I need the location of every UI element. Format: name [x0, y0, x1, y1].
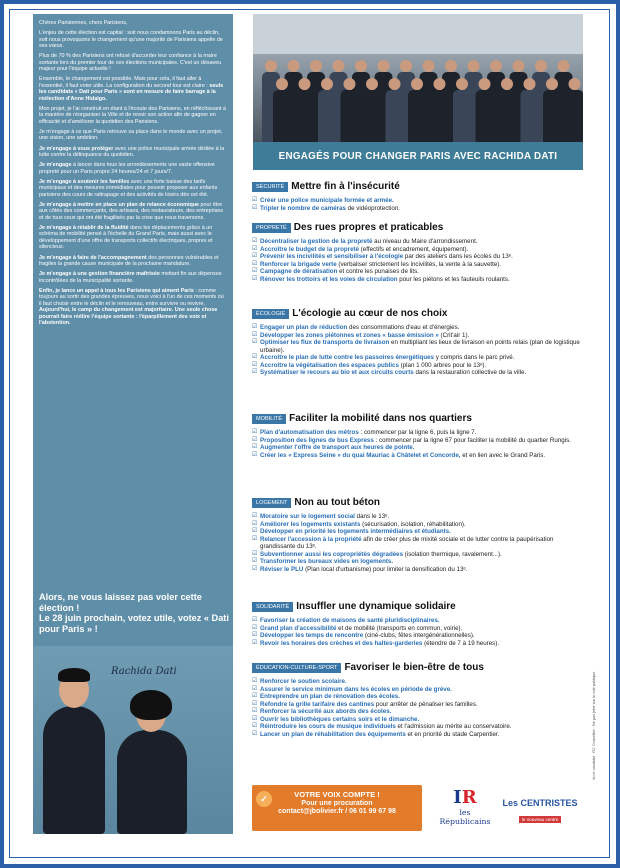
program-item [252, 686, 586, 694]
team-member-body [521, 90, 539, 142]
program-item [252, 731, 586, 739]
team-member-head [490, 60, 502, 72]
program-item-highlight: Décentraliser la gestion de la propreté [260, 238, 373, 245]
program-item-highlight: Grand plan d'accessibilité [260, 624, 337, 632]
program-item-detail: et de mobilité (transports en commun, voirie). [336, 624, 463, 632]
section-title: L'écologie au cœur de nos choix [292, 308, 448, 320]
program-item [252, 452, 586, 460]
call-line-1: Alors, ne vous laissez pas voler cette élection ! [39, 592, 202, 613]
program-item-detail: et en priorité du stade Carpentier. [405, 730, 500, 738]
section-title: Favoriser le bien-être de tous [344, 662, 484, 674]
section-tag: SÉCURITÉ [252, 182, 288, 192]
program-item-highlight: Moratoire sur le logement social [260, 513, 355, 520]
program-item-highlight: Créer les « Express Seine » du quai Mauriac à Châtelet et Concorde, [260, 451, 461, 459]
section-tag: ÉDUCATION-CULTURE-SPORT [252, 663, 341, 673]
program-item-highlight: Renforcer la brigade verte [260, 260, 337, 268]
program-item-detail: et contre les punaises de lits. [337, 268, 419, 275]
letter-text-run: : comme toujours au sortir des grandes épreuves, nous voici à l'un de ces moments où il faut choisir entre le déclin et le renouveau, entre survivre ou revivre. [39, 287, 224, 307]
program-item-highlight: Revoir les horaires des crèches et des haltes-garderies [260, 639, 423, 647]
program-item-highlight: Systématiser le recours au bio et aux circuits courts [260, 369, 414, 376]
team-member-body [341, 90, 359, 142]
letter-text-run: pour être aux côtés des commerçants, des artisans, des restaurateurs, des entreprises et de tous ceux qui ont été fragilisés par la crise que nous traversons. [39, 201, 223, 221]
program-item [252, 324, 586, 332]
program-item-detail: (verbaliser strictement les incivilités, la vente à la sauvette). [336, 260, 502, 268]
program-item-detail: dans le 13ᵉ. [354, 513, 390, 520]
section-title: Mettre fin à l'insécurité [291, 181, 400, 193]
signature: Rachida Dati [111, 666, 177, 677]
team-member-head [456, 78, 468, 90]
program-item [252, 678, 586, 686]
letter-text-run: des personnes vulnérables et fragiles la grande cause municipale de la prochaine mandature. [39, 254, 219, 268]
program-item-highlight: Augmenter l'offre de transport aux heures de pointe. [260, 444, 415, 451]
program-item-highlight: Entreprendre un plan de rénovation des écoles. [260, 693, 400, 700]
letter-text-run: L'enjeu de cette élection est capital : soit nous condamnons Paris au déclin, soit nous provoquons le changement qu'une majorité de Parisiens appelle de ses vœux. [39, 30, 223, 50]
program-item-highlight: Renforcer le soutien scolaire. [260, 678, 347, 685]
program-item [252, 625, 586, 633]
program-item-detail: et l'admission au mérite au conservatoire. [395, 723, 512, 730]
centristes-name: Les CENTRISTES [502, 798, 578, 808]
program-item-detail: par des ateliers dans les écoles du 13ᵉ. [403, 253, 513, 260]
letter-emphasis: seuls les candidats « Dati pour Paris » sont en mesure de faire barrage à la réélection d'Anne Hidalgo. [39, 82, 224, 102]
vote-line-2: contact@jbolivier.fr / 06 01 99 67 98 [278, 808, 396, 815]
team-member-body [543, 90, 561, 142]
logo-centristes [500, 798, 580, 826]
team-member-head [378, 60, 390, 72]
letter-paragraph [39, 225, 227, 251]
program-item-highlight: Accroître le budget de la propreté [260, 245, 360, 253]
team-member-body [566, 90, 584, 142]
program-item [252, 197, 586, 205]
team-member-head [288, 60, 300, 72]
program-item [252, 693, 586, 701]
letter-paragraph [39, 202, 227, 222]
program-item [252, 339, 586, 354]
letter-text-run: avec une forte baisse des tarifs municipaux et des mesures immédiates pour pouvoir proposer aux enfants parisiens des cours de rattrapage et des activités de loisirs dès cet été. [39, 178, 218, 198]
program-item-highlight: Ouvrir les bibliothèques certains soirs et le dimanche. [260, 715, 420, 723]
team-member-head [366, 78, 378, 90]
program-section [252, 494, 586, 573]
team-member-body [273, 90, 291, 142]
letter-paragraph [39, 129, 227, 142]
vote-box [252, 785, 422, 831]
section-tag: ÉCOLOGIE [252, 309, 289, 319]
program-item-highlight: Accroître le plan de lutte contre les passoires énergétiques [260, 354, 434, 361]
program-item-detail: (Plan local d'urbanisme) pour limiter la densification du 13ᵉ. [303, 565, 468, 573]
program-item [252, 261, 586, 269]
letter-paragraph [39, 20, 227, 27]
team-member-head [445, 60, 457, 72]
program-item [252, 617, 586, 625]
vote-line-1: Pour une procuration [301, 799, 373, 807]
lr-mark: IR [453, 787, 477, 808]
program-item-highlight: Proposition des lignes de bus Express [260, 436, 374, 444]
section-title: Insuffler une dynamique solidaire [296, 601, 456, 613]
program-item [252, 536, 586, 551]
vote-title: VOTRE VOIX COMPTE ! [294, 790, 380, 799]
program-item [252, 521, 586, 529]
section-tag: SOLIDARITÉ [252, 602, 293, 612]
program-item-highlight: Réviser le PLU [260, 565, 304, 573]
program-item-detail: (isolation thermique, ravalement...). [403, 550, 502, 558]
program-item [252, 429, 586, 437]
call-line-2: Le 28 juin prochain, votez utile, votez « Dati pour Paris » ! [39, 613, 229, 634]
section-title: Des rues propres et praticables [293, 222, 444, 234]
logo-republicains [434, 788, 496, 828]
program-item-highlight: Subventionner aussi les copropriétés dégradées [260, 550, 404, 558]
team-member-head [333, 60, 345, 72]
program-item [252, 369, 586, 377]
program-item-highlight: Relancer l'accession à la propriété [260, 535, 362, 543]
team-member-body [498, 90, 516, 142]
program-item [252, 332, 586, 340]
program-item-highlight: Favoriser la création de maisons de santé pluridisciplinaires. [260, 617, 440, 624]
team-photo-illustration [253, 14, 583, 142]
program-item-highlight: Réintroduire les cours de musique individuels [260, 723, 396, 730]
program-item [252, 632, 586, 640]
program-item [252, 362, 586, 370]
letter-emphasis: Je m'engage à vous protéger [39, 145, 114, 152]
letter-text-run: avec une police municipale armée dédiée à la lutte contre la délinquance du quotidien. [39, 145, 225, 159]
team-member-head [265, 60, 277, 72]
program-item-detail: : commencer par la ligne 67 pour faciliter la mobilité du quartier Rungis. [373, 436, 571, 444]
team-banner: ENGAGÉS POUR CHANGER PARIS AVEC RACHIDA DATI [253, 142, 583, 170]
program-item-detail: (effectifs et encadrement, équipement). [359, 245, 469, 253]
letter-paragraph [39, 146, 227, 159]
letter-text-run: Plus de 70 % des Parisiens ont refusé d'accorder leur confiance à la maire sortante lors du premier tour de ces élections municipales. C'est un désaveu majeur pour l'équipe actuelle ! [39, 53, 222, 73]
team-member-head [535, 60, 547, 72]
program-item-highlight: Développer les zones piétonnes et zones « basse émission » [260, 331, 439, 339]
program-item-highlight: Développer en priorité les logements intermédiaires et étudiants. [260, 528, 451, 535]
program-item-highlight: Refondre la grille tarifaire des cantines [260, 700, 375, 708]
program-item-highlight: Lancer un plan de réhabilitation des équipements [260, 730, 406, 738]
team-member-head [344, 78, 356, 90]
program-item-detail: en multipliant les lieux de livraison en points relais (plan de logistique urbaine). [260, 339, 580, 354]
team-member-head [524, 78, 536, 90]
program-item [252, 253, 586, 261]
program-item-detail: et en lien avec le Grand Paris. [460, 451, 546, 459]
letter-paragraph [39, 53, 227, 73]
program-item [252, 551, 586, 559]
team-member-head [355, 60, 367, 72]
program-item [252, 276, 586, 284]
letter-emphasis: Je m'engage à faire de l'accompagnement [39, 254, 147, 261]
letter-paragraph [39, 162, 227, 175]
letter-paragraph [39, 271, 227, 284]
call-to-vote [39, 592, 229, 634]
program-section [252, 598, 586, 647]
team-member-head [513, 60, 525, 72]
team-member-head [434, 78, 446, 90]
program-item-highlight: Développer les temps de rencontre [260, 632, 364, 639]
program-item-highlight: Campagne de dératisation [260, 268, 338, 275]
team-member-body [386, 90, 404, 142]
letter-emphasis: Je m'engage à une gestion financière maîtrisée [39, 271, 160, 278]
team-member-head [276, 78, 288, 90]
program-item-highlight: Tripler le nombre de caméras [260, 204, 346, 212]
program-section [252, 219, 586, 283]
letter-emphasis: Je m'engage à mettre en place un plan de relance économique [39, 201, 200, 208]
team-member-body [363, 90, 381, 142]
program-item-detail: (ciné-clubs, fêtes intergénérationnelles). [363, 632, 475, 639]
program-item-detail: : commencer par la ligne 6, puis la ligne 7. [358, 429, 477, 436]
team-member-head [299, 78, 311, 90]
team-member-body [318, 90, 336, 142]
program-item-highlight: Transformer les bureaux vides en logements. [260, 558, 394, 565]
legal-mention: Vu le candidat · RC Conseiller · Ne pas jeter sur la voie publique [592, 671, 596, 780]
program-item [252, 205, 586, 213]
program-item [252, 246, 586, 254]
team-member-head [400, 60, 412, 72]
letter-paragraph [39, 179, 227, 199]
team-member-body [296, 90, 314, 142]
team-member-head [569, 78, 581, 90]
candidate-hair-woman [130, 690, 172, 720]
letter-paragraph [39, 76, 227, 102]
left-column [33, 14, 233, 834]
program-item-detail: pour les piétons et les fauteuils roulants. [397, 275, 510, 283]
letter-emphasis: Enfin, je lance un appel à tous les Parisiens qui aiment Paris [39, 287, 194, 294]
program-item [252, 708, 586, 716]
team-member-head [321, 78, 333, 90]
letter-text [39, 20, 227, 330]
program-item [252, 723, 586, 731]
program-item-highlight: Plan d'automatisation des métros [260, 429, 359, 436]
letter-paragraph [39, 30, 227, 50]
team-member-head [310, 60, 322, 72]
letter-text-run: dans les déplacements grâce à un schéma de mobilité pensé à l'échelle du Grand Paris, mais aussi avec le développement d'une offre de transports collectifs électriques, propres et silencieux. [39, 224, 213, 251]
letter-emphasis: Aujourd'hui, le camp du changement est majoritaire. Une seule chose pourrait faire réélire l'équipe sortante : l'éparpillement des voix et l'abstention. [39, 307, 218, 327]
centristes-sub: le nouveau centre [519, 816, 562, 823]
program-item [252, 444, 586, 452]
program-section [252, 305, 586, 377]
letter-text-run: à lancer dans tous les arrondissements une vaste offensive propreté pour un Paris propre 24 heures/24 et 7 jours/7. [39, 162, 215, 175]
team-member-head [468, 60, 480, 72]
ballot-icon: ✓ [256, 791, 272, 807]
team-member-head [423, 60, 435, 72]
section-tag: LOGEMENT [252, 498, 291, 508]
team-member-head [546, 78, 558, 90]
program-item-detail: des consommations d'eau et d'énergies. [347, 324, 460, 331]
program-item-detail: (Crit'air 1). [438, 331, 470, 339]
program-item [252, 716, 586, 724]
program-item-detail: (sécurisation, isolation, réhabilitation). [360, 520, 466, 528]
letter-text-run: Chères Parisiennes, chers Parisiens, [39, 20, 128, 26]
candidate-figure-man [43, 706, 105, 834]
program-item-highlight: Engager un plan de réduction [260, 324, 348, 331]
program-item-highlight: Améliorer les logements existants [260, 520, 361, 528]
program-section [252, 178, 586, 212]
program-item [252, 437, 586, 445]
team-member-head [389, 78, 401, 90]
letter-emphasis: Je m'engage [39, 162, 72, 169]
program-item [252, 640, 586, 648]
program-item-highlight: Prévenir les incivilités et sensibiliser à l'écologie [260, 253, 404, 260]
letter-text-run: Mon projet, je l'ai construit en étant à l'écoute des Parisiens, en réfléchissant à la manière de réorganiser la Ville et de revoir son action afin de gagner en efficacité et d'améliorer la quotidien des Parisiens. [39, 105, 226, 125]
candidate-figure-woman [117, 730, 187, 834]
program-item [252, 354, 586, 362]
program-item [252, 701, 586, 709]
program-section [252, 659, 586, 738]
team-member-head [479, 78, 491, 90]
section-title: Non au tout béton [294, 497, 380, 509]
team-member-head [411, 78, 423, 90]
program-item-detail: dans la restauration collective de la ville. [413, 369, 527, 376]
candidate-hair-man [58, 668, 90, 682]
letter-text-run: Je m'engage à ce que Paris retrouve sa place dans le monde avec un projet, une vision, une ambition. [39, 128, 223, 142]
program-item-highlight: Assurer le service minimum dans les écoles en période de grève. [260, 685, 452, 693]
section-title: Faciliter la mobilité dans nos quartiers [289, 413, 472, 425]
section-tag: MOBILITÉ [252, 414, 286, 424]
program-item-highlight: Créer une police municipale formée et armée. [260, 197, 394, 204]
letter-text-run: mettant fin aux dépenses incontrôlées de la municipalité sortante. [39, 271, 222, 284]
program-item [252, 566, 586, 574]
program-item-detail: afin de créer plus de mixité sociale et de lutter contre la paupérisation grandissante du 13ᵉ. [260, 535, 554, 550]
program-item [252, 268, 586, 276]
section-tag: PROPRETÉ [252, 223, 291, 233]
program-item [252, 558, 586, 566]
team-group-photo [253, 14, 583, 142]
letter-emphasis: Je m'engage à soutenir les familles [39, 178, 130, 185]
candidates-photo [33, 646, 233, 834]
team-member-body [408, 90, 426, 142]
letter-paragraph [39, 288, 227, 327]
team-member-body [453, 90, 471, 142]
program-item [252, 513, 586, 521]
program-item-detail: y compris dans le parc privé. [434, 354, 515, 361]
program-item-detail: pour arrêter de pénaliser les familles. [374, 700, 478, 708]
program-section [252, 410, 586, 459]
program-item-highlight: Rénover les trottoirs et les voies de circulation [260, 275, 398, 283]
program-item-highlight: Renforcer la sécurité aux abords des écoles. [260, 708, 392, 715]
letter-text-run: Ensemble, le changement est possible. Mais pour cela, il faut aller à l'essentiel, il faut voter utile. La configuration du second tour est claire : [39, 76, 210, 89]
team-member-body [431, 90, 449, 142]
program-item-detail: au niveau du Maire d'arrondissement. [372, 238, 478, 245]
lr-name: les Républicains [439, 808, 491, 826]
program-item-highlight: Accroître la végétalisation des espaces publics [260, 361, 399, 369]
program-item-highlight: Optimiser les flux de transports de livraison [260, 339, 390, 346]
program-item [252, 528, 586, 536]
letter-paragraph [39, 255, 227, 268]
program-item-detail: (plan 1 000 arbres pour le 13ᵉ). [398, 361, 487, 369]
program-item-detail: (étendre de 7 à 19 heures). [422, 639, 500, 647]
team-member-body [476, 90, 494, 142]
team-member-head [558, 60, 570, 72]
program-item-detail: de vidéoprotection. [345, 204, 400, 212]
letter-emphasis: Je m'engage à rétablir de la fluidité [39, 224, 129, 231]
letter-paragraph [39, 106, 227, 126]
program-item [252, 238, 586, 246]
team-member-head [501, 78, 513, 90]
